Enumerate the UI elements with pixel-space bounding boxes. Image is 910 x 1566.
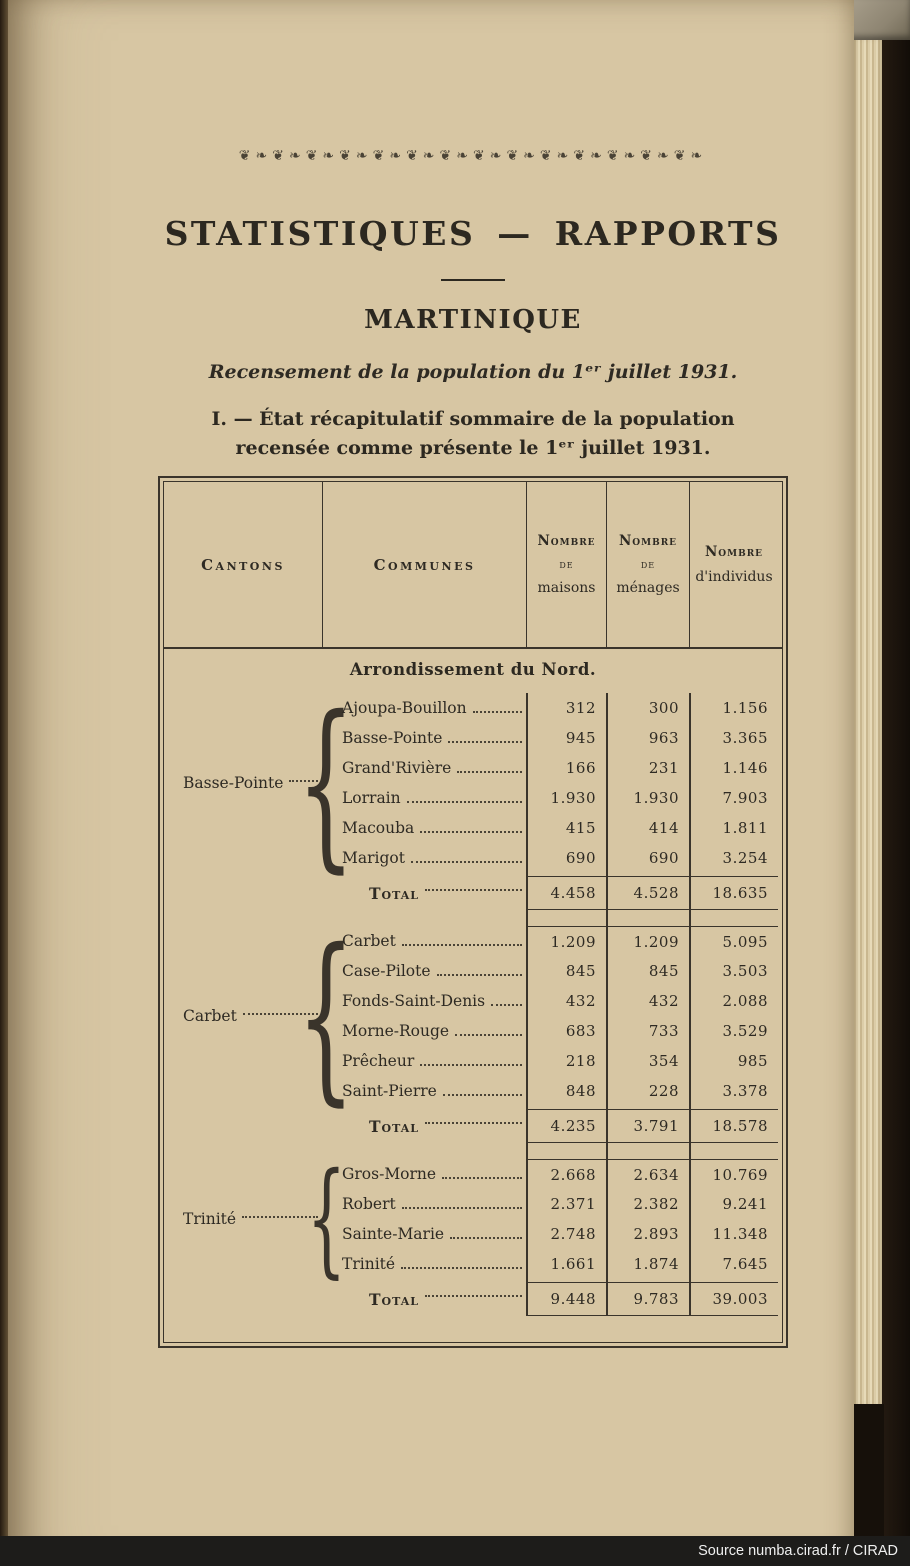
- individus-value: 9.241: [722, 1195, 768, 1213]
- commune-name: Morne-Rouge: [342, 1022, 450, 1040]
- dot-leader: [425, 1295, 522, 1297]
- total-row: [164, 1282, 782, 1316]
- canton-label: Trinité: [164, 1159, 322, 1279]
- source-attribution-bar: [0, 1536, 910, 1566]
- commune-name: Carbet: [342, 932, 396, 950]
- menages-value: 845: [648, 962, 679, 980]
- dot-leader: [450, 1237, 522, 1239]
- maisons-value: 218: [565, 1052, 596, 1070]
- individus-value: 10.769: [689, 1159, 778, 1190]
- maisons-value: 945: [565, 729, 596, 747]
- menages-value: 690: [648, 849, 679, 867]
- individus-value: 5.095: [689, 926, 778, 957]
- dot-leader: [402, 1207, 522, 1209]
- commune-name: Saint-Pierre: [342, 1082, 437, 1100]
- page-content: [158, 148, 788, 1348]
- dot-leader: [443, 1094, 522, 1096]
- total-individus: 39.003: [689, 1282, 778, 1316]
- individus-value: 1.156: [722, 699, 768, 717]
- maisons-value: 690: [565, 849, 596, 867]
- canton-group: [164, 693, 782, 910]
- individus-value: 3.378: [722, 1082, 768, 1100]
- dot-leader: [401, 1267, 522, 1269]
- book-page-edges: [852, 34, 884, 1410]
- brace-icon: [314, 926, 338, 1106]
- table-header-row: [164, 482, 782, 649]
- total-menages: 3.791: [606, 1109, 689, 1143]
- commune-name: Basse-Pointe: [342, 729, 443, 747]
- canton-group: [164, 1159, 782, 1316]
- total-maisons: 4.458: [526, 876, 606, 910]
- census-caption: Recensement de la population du 1ᵉʳ juillet 1931.: [208, 361, 738, 383]
- dot-leader: [411, 861, 522, 863]
- total-row: [164, 876, 782, 910]
- dot-leader: [425, 889, 522, 891]
- total-label: Total: [369, 883, 419, 903]
- commune-name: Case-Pilote: [342, 962, 431, 980]
- menages-value: 1.874: [633, 1255, 679, 1273]
- total-individus: 18.635: [689, 876, 778, 910]
- commune-name: Grand'Rivière: [342, 759, 452, 777]
- menages-value: 2.382: [633, 1195, 679, 1213]
- commune-name: Sainte-Marie: [342, 1225, 445, 1243]
- commune-name: Ajoupa-Bouillon: [342, 699, 467, 717]
- brace-icon: [314, 693, 338, 873]
- individus-value: 2.088: [722, 992, 768, 1010]
- section-heading-line2: recensée comme présente le 1ᵉʳ juillet 1931.: [235, 436, 711, 459]
- source-attribution-text: Source numba.cirad.fr / CIRAD: [698, 1543, 898, 1559]
- maisons-value: 166: [565, 759, 596, 777]
- dot-leader: [442, 1177, 522, 1179]
- maisons-value: 1.930: [550, 789, 596, 807]
- table-body: [164, 649, 782, 1342]
- menages-value: 228: [648, 1082, 679, 1100]
- commune-name: Robert: [342, 1195, 396, 1213]
- individus-value: 3.254: [722, 849, 768, 867]
- total-label: Total: [369, 1116, 419, 1136]
- dot-leader: [420, 831, 522, 833]
- dot-leader: [407, 801, 522, 803]
- maisons-value: 2.371: [550, 1195, 596, 1213]
- header-cantons: Cantons: [201, 555, 285, 574]
- census-table: [158, 476, 788, 1348]
- menages-value: 414: [648, 819, 679, 837]
- dot-leader: [402, 944, 522, 946]
- menages-value: 300: [648, 699, 679, 717]
- maisons-value: 1.661: [550, 1255, 596, 1273]
- maisons-value: 683: [565, 1022, 596, 1040]
- maisons-value: 415: [565, 819, 596, 837]
- commune-name: Marigot: [342, 849, 405, 867]
- book-page: [8, 0, 854, 1566]
- commune-name: Macouba: [342, 819, 415, 837]
- total-menages: 9.783: [606, 1282, 689, 1316]
- commune-name: Gros-Morne: [342, 1165, 437, 1183]
- total-maisons: 9.448: [526, 1282, 606, 1316]
- dot-leader: [448, 741, 522, 743]
- page-title: STATISTIQUES — RAPPORTS: [164, 214, 782, 253]
- dot-leader: [457, 771, 522, 773]
- individus-value: 1.811: [722, 819, 768, 837]
- canton-label: Carbet: [164, 926, 322, 1106]
- maisons-value: 2.748: [550, 1225, 596, 1243]
- dot-leader: [491, 1004, 522, 1006]
- header-nombre-menages: Nombre de ménages: [606, 482, 689, 647]
- menages-value: 733: [648, 1022, 679, 1040]
- book-cover-right: [882, 38, 910, 1566]
- dot-leader: [455, 1034, 522, 1036]
- canton-group: [164, 926, 782, 1143]
- total-individus: 18.578: [689, 1109, 778, 1143]
- individus-value: 3.365: [722, 729, 768, 747]
- menages-value: 2.634: [606, 1159, 689, 1190]
- commune-name: Lorrain: [342, 789, 401, 807]
- header-nombre-individus: Nombre d'individus: [689, 482, 778, 647]
- menages-value: 1.930: [633, 789, 679, 807]
- maisons-value: 1.209: [526, 926, 606, 957]
- menages-value: 354: [648, 1052, 679, 1070]
- total-maisons: 4.235: [526, 1109, 606, 1143]
- arrondissement-title: Arrondissement du Nord.: [349, 660, 597, 679]
- title-divider: [441, 279, 505, 281]
- dot-leader: [473, 711, 522, 713]
- page-subtitle: MARTINIQUE: [364, 305, 582, 335]
- total-menages: 4.528: [606, 876, 689, 910]
- menages-value: 2.893: [633, 1225, 679, 1243]
- commune-name: Prêcheur: [342, 1052, 415, 1070]
- total-row: [164, 1109, 782, 1143]
- individus-value: 7.903: [722, 789, 768, 807]
- commune-name: Fonds-Saint-Denis: [342, 992, 486, 1010]
- section-heading: [158, 405, 788, 462]
- individus-value: 7.645: [722, 1255, 768, 1273]
- book-cloth-corner: [848, 0, 910, 40]
- commune-name: Trinité: [342, 1255, 396, 1273]
- header-nombre-maisons: Nombre de maisons: [526, 482, 606, 647]
- individus-value: 1.146: [722, 759, 768, 777]
- menages-value: 231: [648, 759, 679, 777]
- individus-value: 3.529: [722, 1022, 768, 1040]
- menages-value: 432: [648, 992, 679, 1010]
- individus-value: 11.348: [712, 1225, 768, 1243]
- maisons-value: 2.668: [526, 1159, 606, 1190]
- ornament-border: ❦❧❦❧❦❧❦❧❦❧❦❧❦❧❦❧❦❧❦❧❦❧❦❧❦❧❦❧: [238, 148, 708, 164]
- individus-value: 3.503: [722, 962, 768, 980]
- canton-label: Basse-Pointe: [164, 693, 322, 873]
- dot-leader: [437, 974, 522, 976]
- maisons-value: 848: [565, 1082, 596, 1100]
- dot-leader: [425, 1122, 522, 1124]
- dot-leader: [420, 1064, 522, 1066]
- menages-value: 1.209: [606, 926, 689, 957]
- maisons-value: 845: [565, 962, 596, 980]
- maisons-value: 432: [565, 992, 596, 1010]
- maisons-value: 312: [565, 699, 596, 717]
- total-label: Total: [369, 1289, 419, 1309]
- section-heading-line1: I. — État récapitulatif sommaire de la population: [211, 408, 735, 430]
- menages-value: 963: [648, 729, 679, 747]
- header-communes: Communes: [322, 482, 526, 647]
- individus-value: 985: [737, 1052, 768, 1070]
